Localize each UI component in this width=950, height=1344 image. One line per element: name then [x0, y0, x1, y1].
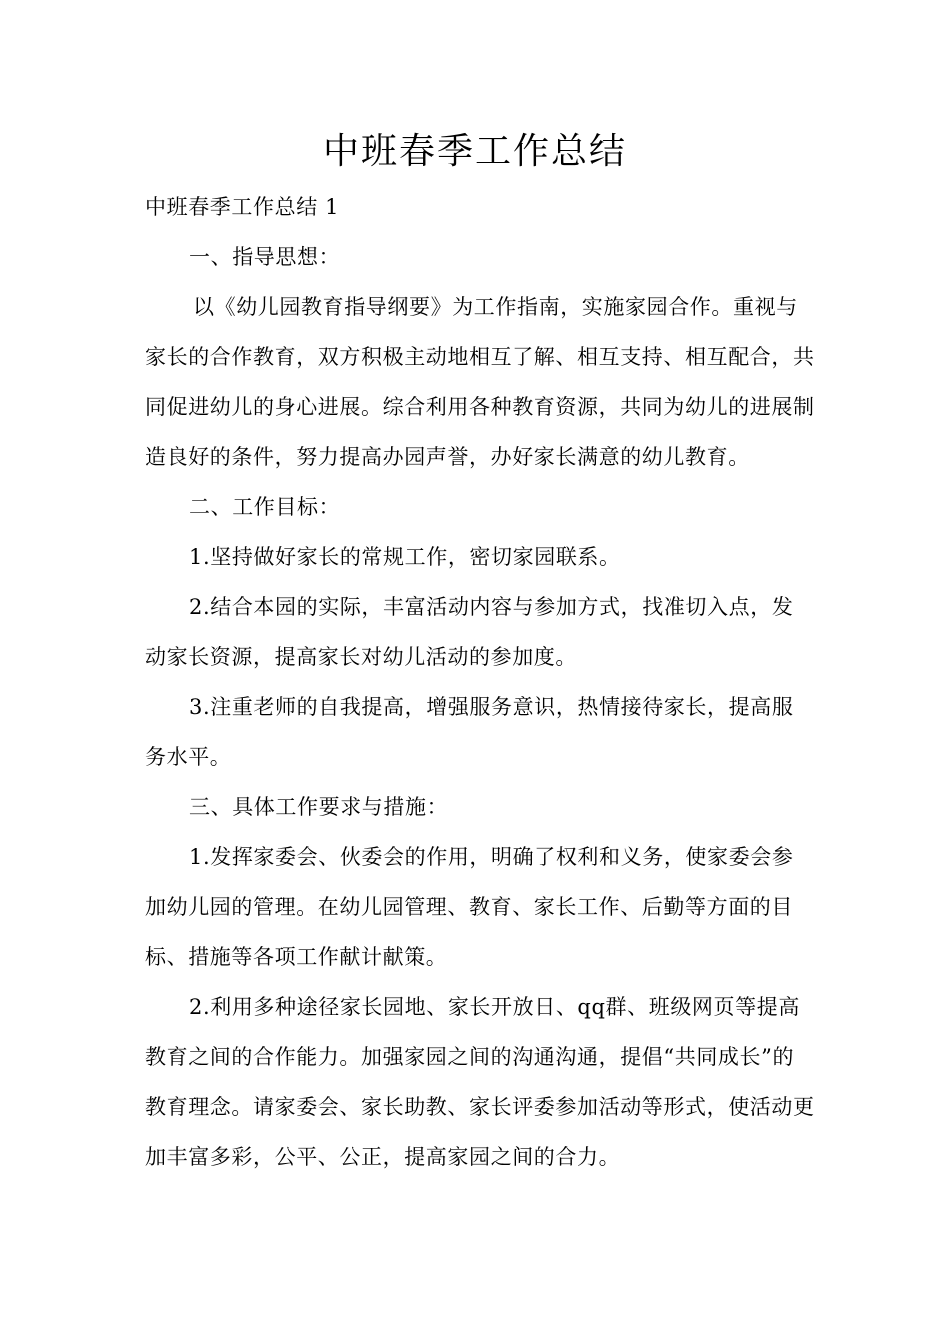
goal-item-2: 2.结合本园的实际，丰富活动内容与参加方式，找准切入点，发动家长资源，提高家长对幼儿活动的参加度。 [145, 595, 794, 669]
paragraph-guiding-thought: 以《幼儿园教育指导纲要》为工作指南，实施家园合作。重视与家长的合作教育，双方积极主动地相互了解、相互支持、相互配合，共同促进幼儿的身心进展。综合利用各种教育资源，共同为幼儿的进展制造良好的条件，努力提高办园声誉，办好家长满意的幼儿教育。 [145, 295, 815, 469]
section-heading-measures: 三、具体工作要求与措施： [189, 795, 449, 819]
measure-item-2: 2.利用多种途径家长园地、家长开放日、qq群、班级网页等提高教育之间的合作能力。加强家园之间的沟通沟通，提倡“共同成长”的教育理念。请家委会、家长助教、家长评委参加活动等形式，使活动更加丰富多彩，公平、公正，提高家园之间的合力。 [145, 995, 815, 1169]
section-heading-guiding-thought: 一、指导思想： [189, 245, 341, 269]
measure-item-1: 1.发挥家委会、伙委会的作用，明确了权利和义务，使家委会参加幼儿园的管理。在幼儿园管理、教育、家长工作、后勤等方面的目标、措施等各项工作献计献策。 [145, 845, 794, 969]
document-subtitle: 中班春季工作总结 1 [145, 195, 340, 219]
section-heading-goals: 二、工作目标： [189, 495, 341, 519]
goal-item-1: 1.坚持做好家长的常规工作，密切家园联系。 [189, 545, 621, 569]
goal-item-3: 3.注重老师的自我提高，增强服务意识，热情接待家长，提高服务水平。 [145, 695, 794, 769]
document-body [145, 182, 815, 1182]
document-title: 中班春季工作总结 [322, 131, 627, 172]
